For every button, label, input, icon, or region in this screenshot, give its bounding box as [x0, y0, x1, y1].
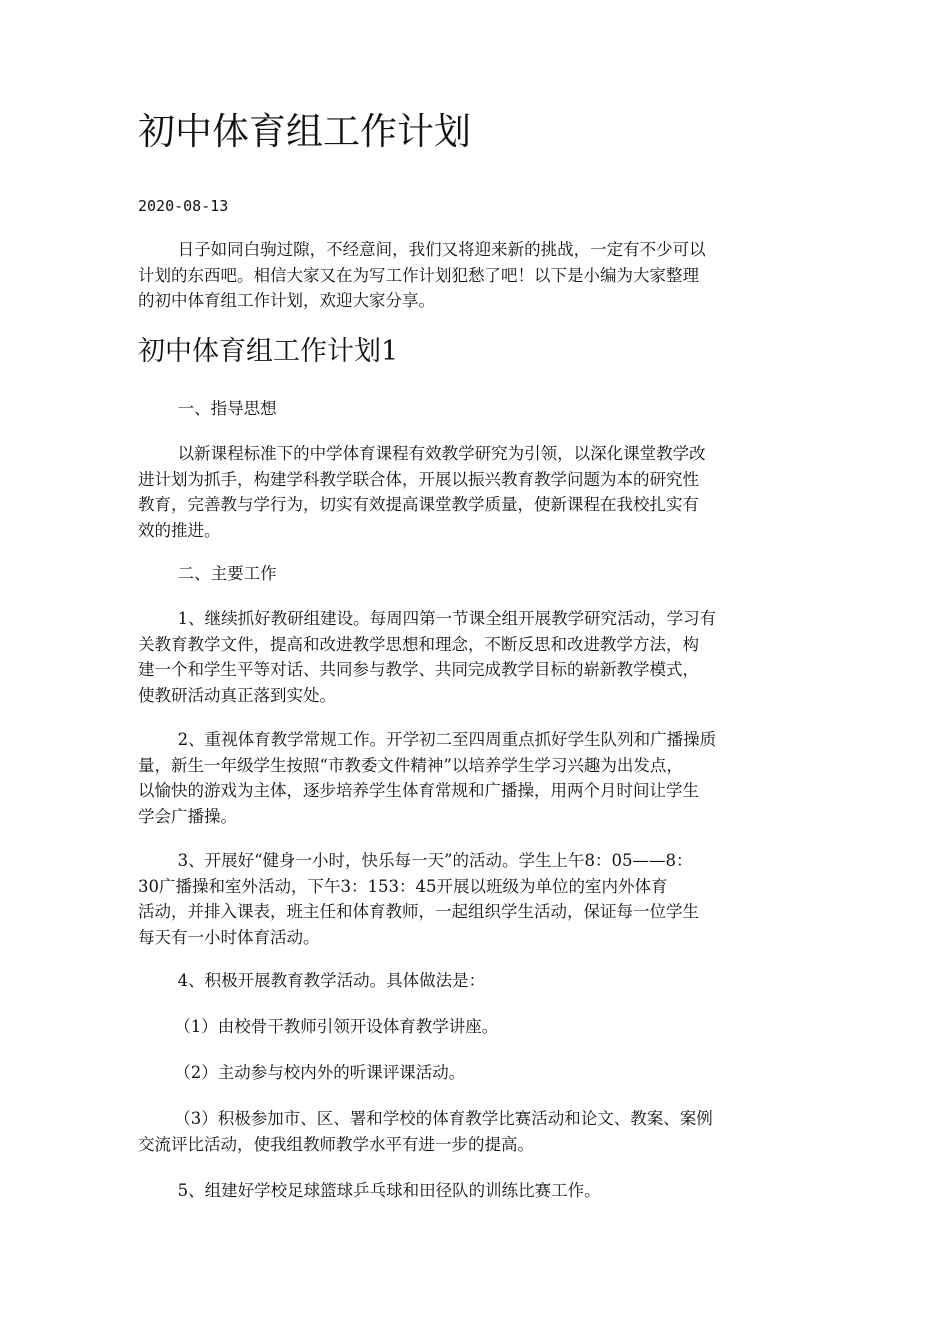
- item-2-paragraph: [138, 727, 810, 829]
- item-4-sub-1: [138, 1014, 810, 1040]
- item-5-text: 5、组建好学校足球篮球乒乓球和田径队的训练比赛工作。: [177, 1181, 601, 1200]
- heading-main: [138, 561, 810, 587]
- intro-line: 的初中体育组工作计划，欢迎大家分享。: [138, 291, 435, 310]
- item-4-sub-1-text: （1）由校骨干教师引领开设体育教学讲座。: [174, 1017, 499, 1036]
- intro-paragraph: [138, 237, 810, 314]
- item-3-line: 活动，并排入课表，班主任和体育教师，一起组织学生活动，保证每一位学生: [138, 902, 699, 921]
- heading-main-text: 二、主要工作: [177, 564, 277, 583]
- heading-guiding-text: 一、指导思想: [177, 399, 277, 418]
- item-4-paragraph: [138, 968, 810, 994]
- guiding-line: 以新课程标准下的中学体育课程有效教学研究为引领，以深化课堂教学改: [177, 444, 706, 463]
- item-5-paragraph: [138, 1178, 810, 1204]
- item-2-line: 量，新生一年级学生按照“市教委文件精神”以培养学生学习兴趣为出发点，: [138, 755, 683, 775]
- item-3-line: 30广播操和室外活动，下午3：153：45开展以班级为单位的室内外体育: [138, 876, 668, 896]
- guiding-paragraph: [138, 441, 810, 543]
- intro-line: 计划的东西吧。相信大家又在为写工作计划犯愁了吧！以下是小编为大家整理: [138, 265, 699, 285]
- heading-guiding: [138, 396, 810, 422]
- item-1-line: 使教研活动真正落到实处。: [138, 685, 336, 705]
- item-1-paragraph: [138, 606, 810, 708]
- item-4-sub-2-text: （2）主动参与校内外的听课评课活动。: [174, 1063, 466, 1082]
- item-1-line: 关教育教学文件，提高和改进教学思想和理念，不断反思和改进教学方法，构: [138, 634, 699, 654]
- item-4-sub-3-line: 交流评比活动，使我组教师教学水平有进一步的提高。: [138, 1134, 534, 1154]
- intro-line: 日子如同白驹过隙，不经意间，我们又将迎来新的挑战，一定有不少可以: [177, 240, 706, 259]
- publish-date: 2020-08-13: [138, 197, 229, 215]
- item-2-line: 以愉快的游戏为主体，逐步培养学生体育常规和广播操，用两个月时间让学生: [138, 781, 699, 800]
- item-3-line: 每天有一小时体育活动。: [138, 927, 320, 947]
- item-1-line: 1、继续抓好教研组建设。每周四第一节课全组开展教学研究活动，学习有: [177, 609, 717, 628]
- item-1-line: 建一个和学生平等对话、共同参与教学、共同完成教学目标的崭新教学模式，: [138, 660, 699, 679]
- item-3-line: 3、开展好“健身一小时，快乐每一天”的活动。学生上午8：05——8：: [177, 851, 693, 870]
- item-4-text: 4、积极开展教育教学活动。具体做法是：: [177, 971, 486, 990]
- item-2-line: 2、重视体育教学常规工作。开学初二至四周重点抓好学生队列和广播操质: [177, 730, 717, 749]
- guiding-line: 效的推进。: [138, 520, 221, 540]
- document-title: 初中体育组工作计划: [138, 110, 471, 153]
- item-2-line: 学会广播操。: [138, 806, 237, 826]
- item-4-sub-3-line: （3）积极参加市、区、署和学校的体育教学比赛活动和论文、教案、案例: [174, 1109, 713, 1128]
- guiding-line: 教育，完善教与学行为，切实有效提高课堂教学质量，使新课程在我校扎实有: [138, 495, 699, 514]
- item-4-sub-2: [138, 1060, 810, 1086]
- guiding-line: 进计划为抓手，构建学科教学联合体，开展以振兴教育教学问题为本的研究性: [138, 469, 699, 489]
- item-4-sub-3: [138, 1106, 810, 1157]
- item-3-paragraph: [138, 848, 810, 950]
- section-title: 初中体育组工作计划1: [138, 336, 399, 367]
